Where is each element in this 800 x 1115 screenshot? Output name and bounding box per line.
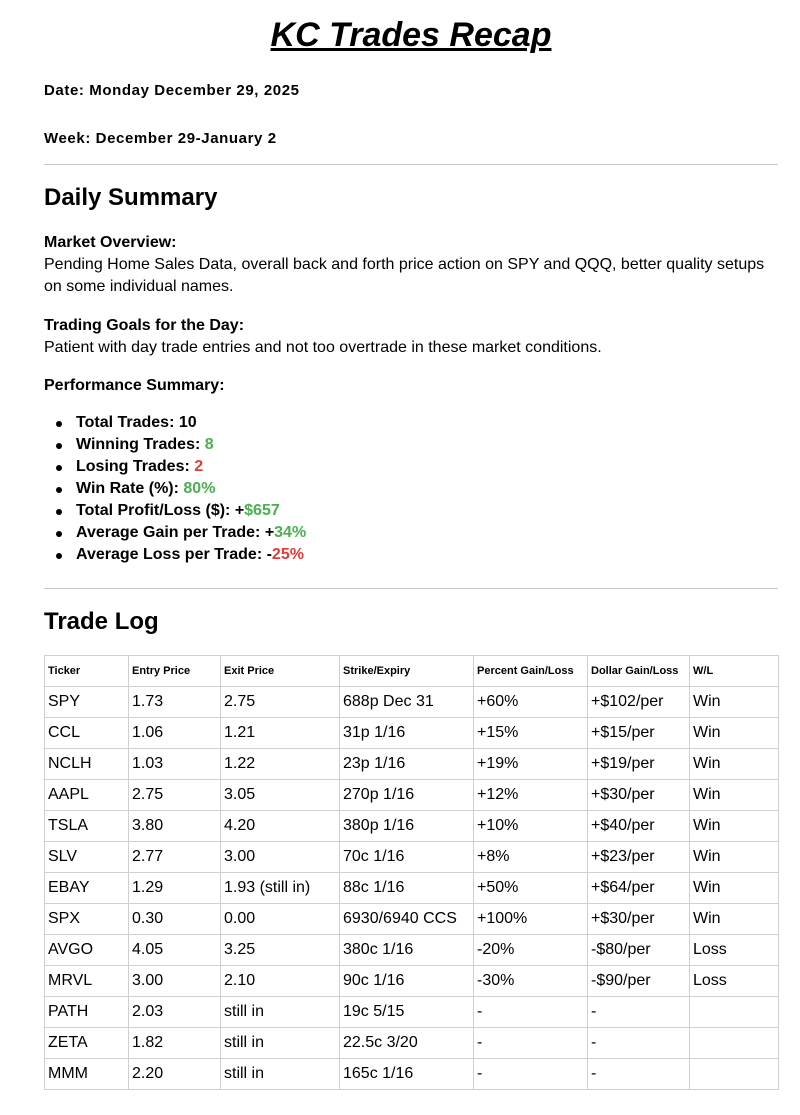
- ticker-cell: EBAY: [45, 873, 129, 904]
- table-row: [45, 997, 779, 1028]
- ticker-cell: AVGO: [45, 935, 129, 966]
- dollar-gain-loss-cell: -: [588, 1028, 690, 1059]
- trade-log-body: [45, 687, 779, 1090]
- exit-price-cell: still in: [221, 1059, 340, 1090]
- percent-gain-loss-cell: +15%: [474, 718, 588, 749]
- percent-gain-loss-cell: -: [474, 997, 588, 1028]
- entry-price-cell: 4.05: [129, 935, 221, 966]
- market-overview-label: Market Overview:: [44, 234, 177, 251]
- exit-price-cell: 4.20: [221, 811, 340, 842]
- stat-value: 80%: [183, 480, 216, 497]
- exit-price-cell: 1.21: [221, 718, 340, 749]
- ticker-cell: SPX: [45, 904, 129, 935]
- dollar-gain-loss-cell: +$23/per: [588, 842, 690, 873]
- table-row: [45, 1059, 779, 1090]
- win-loss-cell: Win: [690, 904, 779, 935]
- stat-average-loss: [44, 544, 306, 566]
- column-header-percent-gain-loss: Percent Gain/Loss: [474, 656, 588, 687]
- exit-price-cell: 3.05: [221, 780, 340, 811]
- percent-gain-loss-cell: -20%: [474, 935, 588, 966]
- table-row: [45, 873, 779, 904]
- win-loss-cell: [690, 1028, 779, 1059]
- stat-winning-trades: [44, 434, 306, 456]
- win-loss-cell: Win: [690, 873, 779, 904]
- percent-gain-loss-cell: -30%: [474, 966, 588, 997]
- exit-price-cell: 3.00: [221, 842, 340, 873]
- stat-value: $657: [244, 502, 280, 519]
- trading-goals-section: [44, 315, 784, 359]
- table-row: [45, 687, 779, 718]
- ticker-cell: SPY: [45, 687, 129, 718]
- strike-expiry-cell: 90c 1/16: [340, 966, 474, 997]
- stat-prefix: +: [264, 524, 275, 541]
- divider-top: [44, 164, 778, 165]
- table-row: [45, 780, 779, 811]
- column-header-entry-price: Entry Price: [129, 656, 221, 687]
- ticker-cell: MRVL: [45, 966, 129, 997]
- table-row: [45, 1028, 779, 1059]
- entry-price-cell: 2.20: [129, 1059, 221, 1090]
- dollar-gain-loss-cell: -: [588, 1059, 690, 1090]
- entry-price-cell: 0.30: [129, 904, 221, 935]
- exit-price-cell: 2.75: [221, 687, 340, 718]
- percent-gain-loss-cell: +100%: [474, 904, 588, 935]
- stat-label: Total Profit/Loss ($):: [76, 502, 235, 519]
- trade-log-table: [44, 655, 779, 1090]
- column-header-strike-expiry: Strike/Expiry: [340, 656, 474, 687]
- win-loss-cell: Loss: [690, 935, 779, 966]
- entry-price-cell: 1.82: [129, 1028, 221, 1059]
- stat-value: 25%: [271, 546, 304, 563]
- strike-expiry-cell: 22.5c 3/20: [340, 1028, 474, 1059]
- percent-gain-loss-cell: -: [474, 1059, 588, 1090]
- stat-win-rate: [44, 478, 306, 500]
- win-loss-cell: Win: [690, 780, 779, 811]
- stat-average-gain: [44, 522, 306, 544]
- stat-prefix: -: [266, 546, 272, 563]
- strike-expiry-cell: 380c 1/16: [340, 935, 474, 966]
- exit-price-cell: still in: [221, 997, 340, 1028]
- stat-value: 34%: [274, 524, 307, 541]
- table-row: [45, 718, 779, 749]
- trade-log-heading: Trade Log: [44, 608, 159, 635]
- win-loss-cell: [690, 1059, 779, 1090]
- stat-value: 2: [194, 458, 204, 475]
- ticker-cell: MMM: [45, 1059, 129, 1090]
- strike-expiry-cell: 19c 5/15: [340, 997, 474, 1028]
- strike-expiry-cell: 688p Dec 31: [340, 687, 474, 718]
- ticker-cell: AAPL: [45, 780, 129, 811]
- win-loss-cell: Win: [690, 749, 779, 780]
- table-row: [45, 811, 779, 842]
- stat-prefix: +: [234, 502, 245, 519]
- dollar-gain-loss-cell: +$15/per: [588, 718, 690, 749]
- entry-price-cell: 2.03: [129, 997, 221, 1028]
- stat-label: Average Gain per Trade:: [76, 524, 265, 541]
- table-row: [45, 935, 779, 966]
- table-row: [45, 842, 779, 873]
- ticker-cell: CCL: [45, 718, 129, 749]
- entry-price-cell: 2.77: [129, 842, 221, 873]
- entry-price-cell: 1.06: [129, 718, 221, 749]
- percent-gain-loss-cell: +60%: [474, 687, 588, 718]
- win-loss-cell: Loss: [690, 966, 779, 997]
- dollar-gain-loss-cell: +$30/per: [588, 904, 690, 935]
- table-row: [45, 749, 779, 780]
- stat-label: Winning Trades:: [76, 436, 205, 453]
- table-row: [45, 904, 779, 935]
- dollar-gain-loss-cell: +$40/per: [588, 811, 690, 842]
- dollar-gain-loss-cell: -$90/per: [588, 966, 690, 997]
- table-header-row: [45, 656, 779, 687]
- column-header-dollar-gain-loss: Dollar Gain/Loss: [588, 656, 690, 687]
- strike-expiry-cell: 165c 1/16: [340, 1059, 474, 1090]
- percent-gain-loss-cell: +19%: [474, 749, 588, 780]
- win-loss-cell: [690, 997, 779, 1028]
- strike-expiry-cell: 70c 1/16: [340, 842, 474, 873]
- win-loss-cell: Win: [690, 718, 779, 749]
- stat-losing-trades: [44, 456, 306, 478]
- strike-expiry-cell: 23p 1/16: [340, 749, 474, 780]
- exit-price-cell: 3.25: [221, 935, 340, 966]
- stat-total-profit-loss: [44, 500, 306, 522]
- dollar-gain-loss-cell: +$30/per: [588, 780, 690, 811]
- stat-label: Losing Trades:: [76, 458, 195, 475]
- strike-expiry-cell: 88c 1/16: [340, 873, 474, 904]
- strike-expiry-cell: 31p 1/16: [340, 718, 474, 749]
- entry-price-cell: 3.00: [129, 966, 221, 997]
- entry-price-cell: 3.80: [129, 811, 221, 842]
- dollar-gain-loss-cell: -$80/per: [588, 935, 690, 966]
- win-loss-cell: Win: [690, 842, 779, 873]
- exit-price-cell: 1.93 (still in): [221, 873, 340, 904]
- exit-price-cell: 0.00: [221, 904, 340, 935]
- stat-value: 10: [178, 414, 197, 431]
- exit-price-cell: 1.22: [221, 749, 340, 780]
- strike-expiry-cell: 6930/6940 CCS: [340, 904, 474, 935]
- ticker-cell: NCLH: [45, 749, 129, 780]
- page-title: KC Trades Recap: [270, 16, 552, 54]
- ticker-cell: SLV: [45, 842, 129, 873]
- exit-price-cell: still in: [221, 1028, 340, 1059]
- performance-summary-section: [44, 375, 784, 397]
- dollar-gain-loss-cell: +$19/per: [588, 749, 690, 780]
- column-header-win-loss: W/L: [690, 656, 779, 687]
- column-header-ticker: Ticker: [45, 656, 129, 687]
- stat-label: Win Rate (%):: [76, 480, 184, 497]
- percent-gain-loss-cell: +10%: [474, 811, 588, 842]
- dollar-gain-loss-cell: +$102/per: [588, 687, 690, 718]
- ticker-cell: PATH: [45, 997, 129, 1028]
- entry-price-cell: 2.75: [129, 780, 221, 811]
- entry-price-cell: 1.73: [129, 687, 221, 718]
- dollar-gain-loss-cell: -: [588, 997, 690, 1028]
- stat-total-trades: [44, 412, 306, 434]
- stat-label: Total Trades:: [76, 414, 179, 431]
- trading-goals-text: Patient with day trade entries and not too overtrade in these market conditions.: [44, 339, 602, 356]
- ticker-cell: ZETA: [45, 1028, 129, 1059]
- percent-gain-loss-cell: +8%: [474, 842, 588, 873]
- market-overview-section: [44, 232, 784, 298]
- column-header-exit-price: Exit Price: [221, 656, 340, 687]
- date-line: Date: Monday December 29, 2025: [44, 82, 300, 99]
- percent-gain-loss-cell: -: [474, 1028, 588, 1059]
- win-loss-cell: Win: [690, 687, 779, 718]
- divider-middle: [44, 588, 778, 589]
- percent-gain-loss-cell: +12%: [474, 780, 588, 811]
- stat-label: Average Loss per Trade:: [76, 546, 267, 563]
- trading-goals-label: Trading Goals for the Day:: [44, 317, 245, 334]
- strike-expiry-cell: 380p 1/16: [340, 811, 474, 842]
- daily-summary-heading: Daily Summary: [44, 184, 218, 211]
- table-row: [45, 966, 779, 997]
- entry-price-cell: 1.03: [129, 749, 221, 780]
- stat-value: 8: [204, 436, 214, 453]
- exit-price-cell: 2.10: [221, 966, 340, 997]
- entry-price-cell: 1.29: [129, 873, 221, 904]
- performance-stats-list: [44, 412, 306, 566]
- strike-expiry-cell: 270p 1/16: [340, 780, 474, 811]
- market-overview-text: Pending Home Sales Data, overall back and forth price action on SPY and QQQ, better quality setups on some individual names.: [44, 256, 765, 295]
- percent-gain-loss-cell: +50%: [474, 873, 588, 904]
- dollar-gain-loss-cell: +$64/per: [588, 873, 690, 904]
- ticker-cell: TSLA: [45, 811, 129, 842]
- week-line: Week: December 29-January 2: [44, 130, 277, 147]
- performance-summary-label: Performance Summary:: [44, 377, 225, 394]
- win-loss-cell: Win: [690, 811, 779, 842]
